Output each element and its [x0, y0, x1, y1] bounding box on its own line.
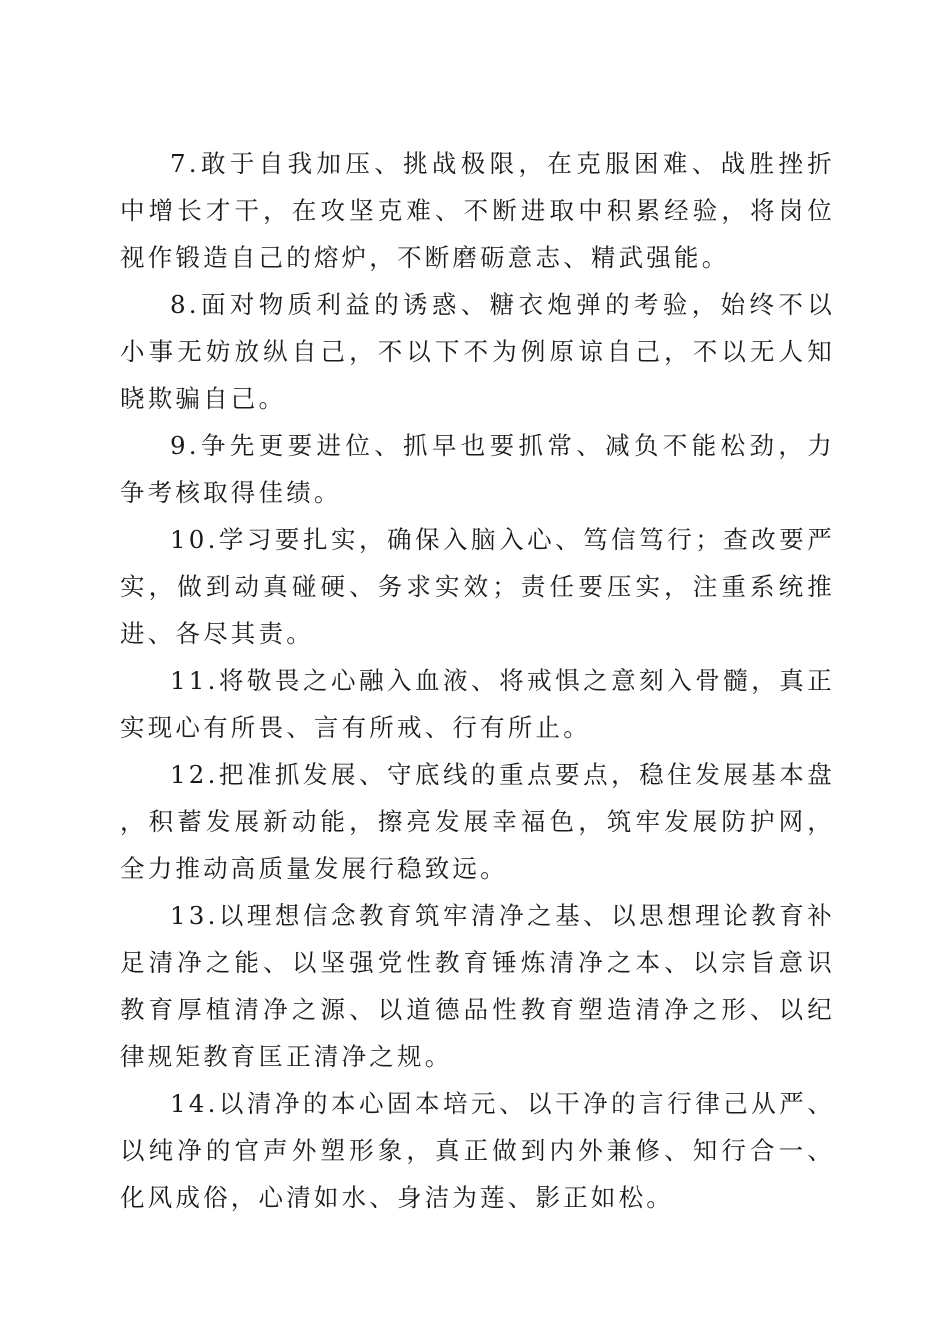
- paragraph-8: 8.面对物质利益的诱惑、糖衣炮弹的考验，始终不以小事无妨放纵自己，不以下不为例原谅自己，不以无人知晓欺骗自己。: [120, 290, 835, 413]
- paragraph-9: 9.争先更要进位、抓早也要抓常、减负不能松劲，力争考核取得佳绩。: [120, 431, 835, 507]
- document-body: [120, 140, 835, 1221]
- paragraph-12: 12.把准抓发展、守底线的重点要点，稳住发展基本盘，积蓄发展新动能，擦亮发展幸福色，筑牢发展防护网，全力推动高质量发展行稳致远。: [120, 760, 835, 883]
- paragraph-13: 13.以理想信念教育筑牢清净之基、以思想理论教育补足清净之能、以坚强党性教育锤炼清净之本、以宗旨意识教育厚植清净之源、以道德品性教育塑造清净之形、以纪律规矩教育匡正清净之规。: [120, 901, 835, 1071]
- paragraph-7: 7.敢于自我加压、挑战极限，在克服困难、战胜挫折中增长才干，在攻坚克难、不断进取中积累经验，将岗位视作锻造自己的熔炉，不断磨砺意志、精武强能。: [120, 149, 835, 272]
- paragraph-14: 14.以清净的本心固本培元、以干净的言行律己从严、以纯净的官声外塑形象，真正做到内外兼修、知行合一、化风成俗，心清如水、身洁为莲、影正如松。: [120, 1089, 835, 1212]
- paragraph-11: 11.将敬畏之心融入血液、将戒惧之意刻入骨髓，真正实现心有所畏、言有所戒、行有所止。: [120, 666, 835, 742]
- paragraph-10: 10.学习要扎实，确保入脑入心、笃信笃行；查改要严实，做到动真碰硬、务求实效；责任要压实，注重系统推进、各尽其责。: [120, 525, 835, 648]
